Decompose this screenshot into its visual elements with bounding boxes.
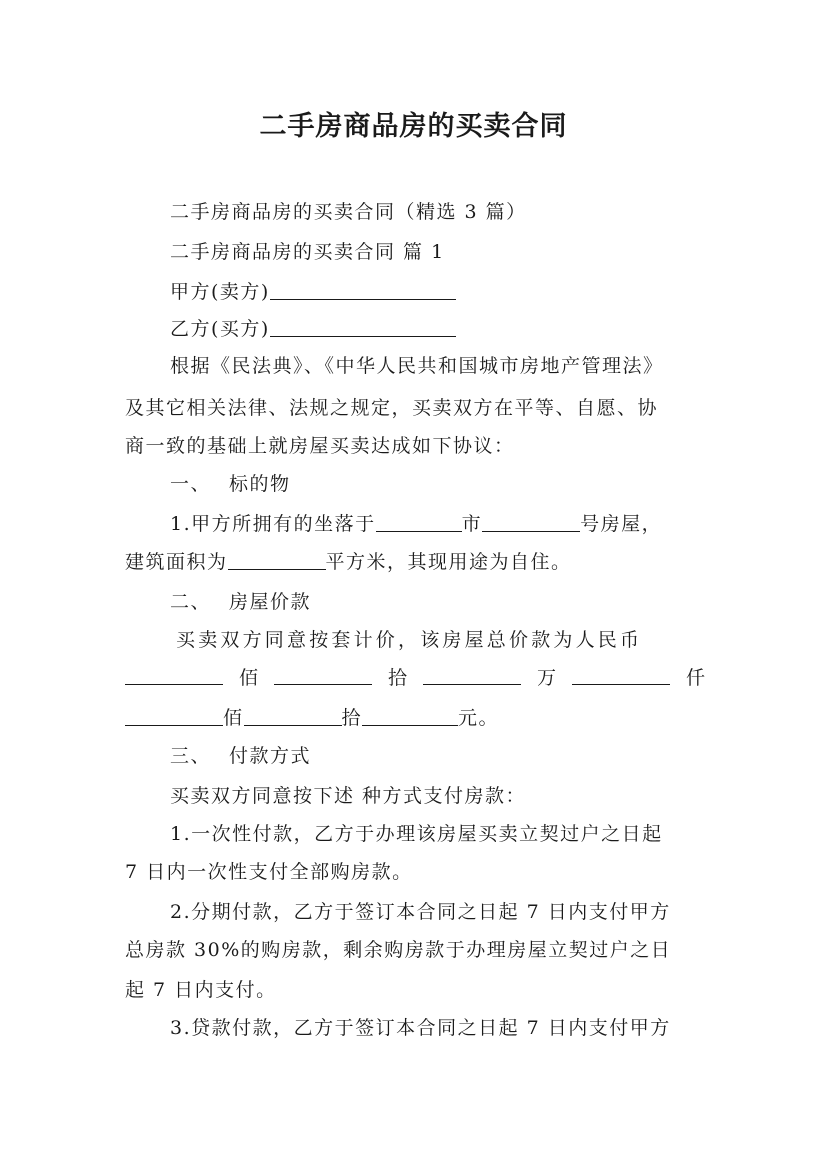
section-1-title: 标的物 — [229, 473, 291, 495]
text-segment: 建筑面积为 — [125, 551, 228, 573]
party-a-label: 甲方(卖方) — [170, 281, 270, 303]
intro-line-2: 及其它相关法律、法规之规定，买卖双方在平等、自愿、协 — [125, 397, 659, 419]
unit-label: 仟 — [685, 667, 705, 689]
party-b-label: 乙方(买方) — [170, 318, 270, 340]
section-3-intro: 买卖双方同意按下述 种方式支付房款： — [170, 785, 527, 807]
part-heading: 二手房商品房的买卖合同 篇 1 — [170, 241, 445, 263]
party-a-blank — [270, 281, 456, 300]
payment-option-2-line-1: 2.分期付款，乙方于签订本合同之日起 7 日内支付甲方 — [170, 901, 671, 923]
area-blank — [228, 551, 326, 570]
section-3-number: 三、 — [170, 745, 212, 767]
price-line-1 — [125, 666, 705, 690]
intro-line-1: 根据《民法典》、《中华人民共和国城市房地产管理法》 — [170, 355, 664, 377]
price-blank — [423, 666, 521, 685]
section-2-title: 房屋价款 — [229, 591, 312, 613]
price-blank — [125, 666, 223, 685]
payment-option-3-line-1: 3.贷款付款，乙方于签订本合同之日起 7 日内支付甲方 — [170, 1017, 671, 1039]
price-blank — [362, 707, 458, 726]
payment-option-1-line-2: 7 日内一次性支付全部购房款。 — [125, 861, 413, 883]
price-blank — [274, 666, 372, 685]
text-segment: 号房屋， — [580, 513, 663, 535]
section-2-heading — [170, 590, 705, 614]
payment-option-2-line-3: 起 7 日内支付。 — [125, 979, 277, 1001]
subtitle: 二手房商品房的买卖合同（精选 3 篇） — [170, 201, 527, 223]
price-blank — [244, 707, 342, 726]
section-2-number: 二、 — [170, 591, 212, 613]
unit-label: 拾 — [341, 707, 363, 729]
text-segment: 1.甲方所拥有的坐落于 — [170, 513, 376, 535]
text-segment: 平方米，其现用途为自住。 — [325, 551, 572, 573]
party-b-blank — [270, 318, 456, 337]
section-2-para-line-1: 买卖双方同意按套计价，该房屋总价款为人民币 — [176, 629, 643, 651]
section-1-para-line-1 — [170, 512, 705, 536]
unit-label: 拾 — [387, 667, 407, 689]
party-b-line — [170, 317, 705, 341]
price-blank — [572, 666, 670, 685]
section-1-para-line-2 — [125, 550, 705, 574]
section-3-heading — [170, 744, 705, 768]
house-number-blank — [482, 513, 580, 532]
text-segment: 市 — [461, 513, 483, 535]
unit-label: 佰 — [223, 707, 244, 729]
section-1-number: 一、 — [170, 473, 212, 495]
price-line-2 — [125, 706, 705, 730]
party-a-line — [170, 280, 705, 304]
price-blank — [125, 707, 223, 726]
unit-label: 元。 — [458, 707, 500, 729]
section-1-heading — [170, 472, 705, 496]
payment-option-1-line-1: 1.一次性付款，乙方于办理该房屋买卖立契过户之日起 — [170, 823, 663, 845]
unit-label: 万 — [536, 667, 556, 689]
payment-option-2-line-2: 总房款 30%的购房款，剩余购房款于办理房屋立契过户之日 — [125, 939, 672, 961]
intro-line-3: 商一致的基础上就房屋买卖达成如下协议： — [125, 435, 515, 457]
unit-label: 佰 — [238, 667, 258, 689]
city-blank — [376, 513, 462, 532]
document-title: 二手房商品房的买卖合同 — [259, 111, 568, 142]
section-3-title: 付款方式 — [229, 745, 312, 767]
